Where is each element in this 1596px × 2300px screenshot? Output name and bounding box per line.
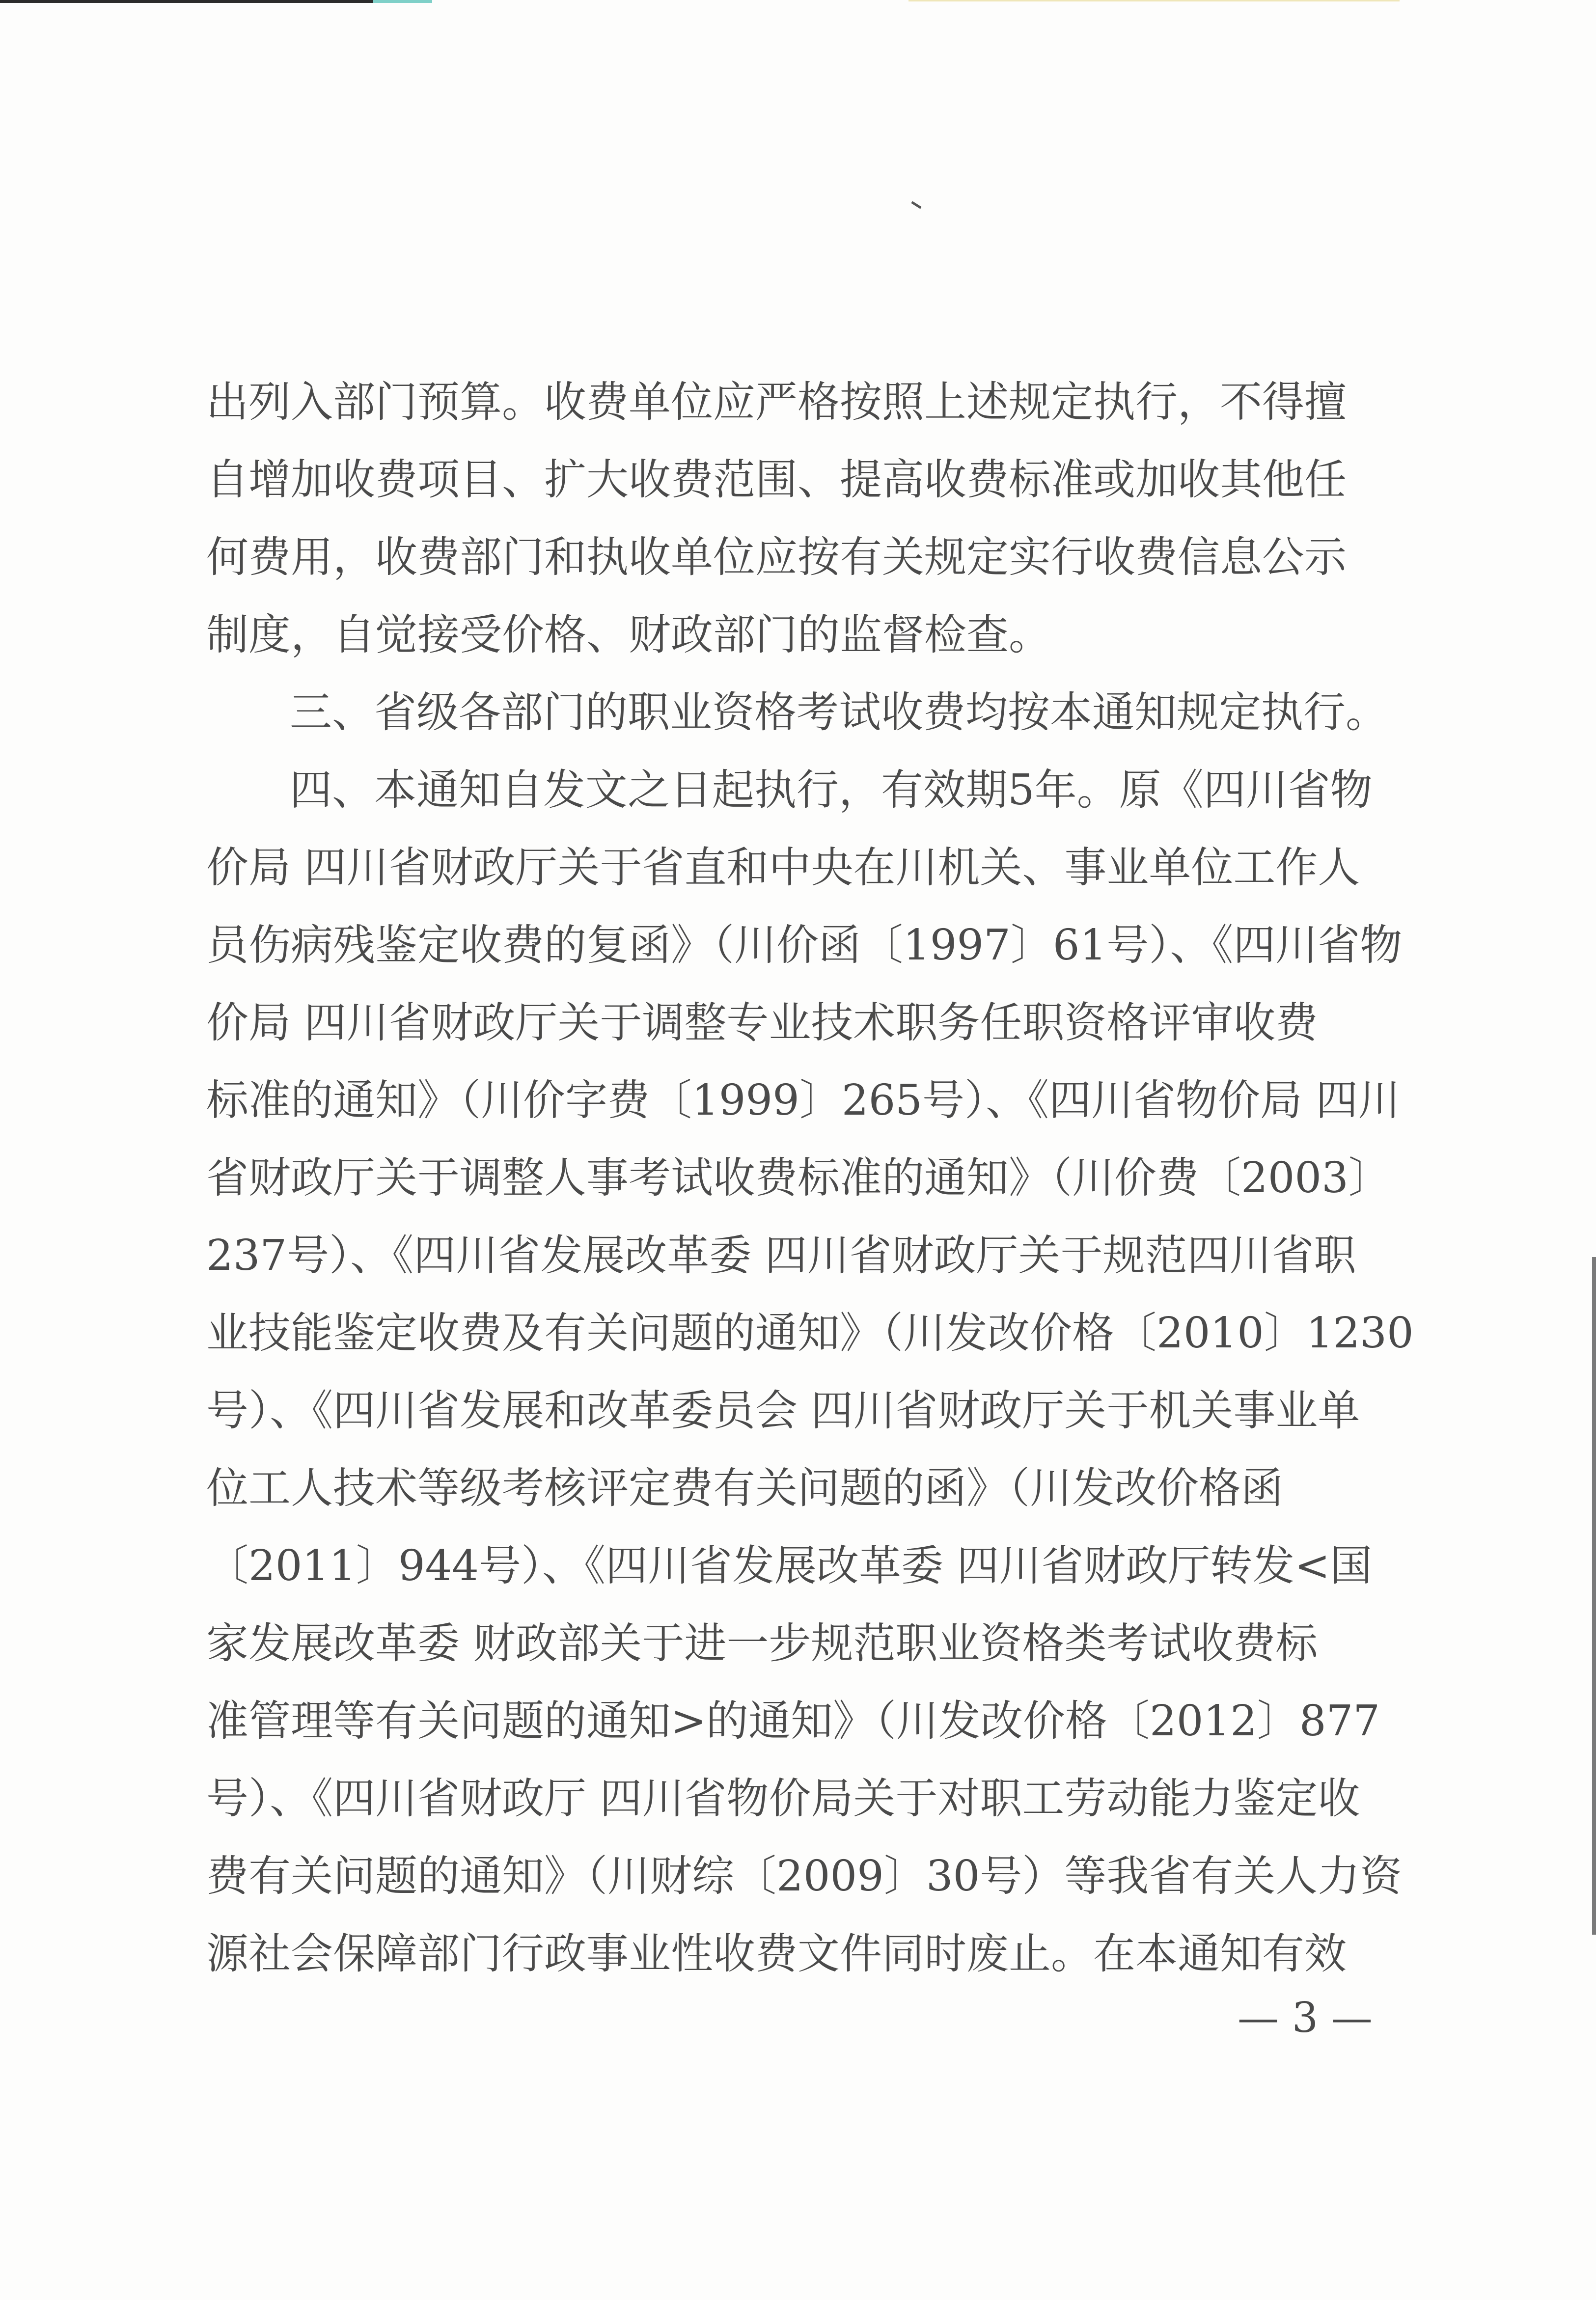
text-line: 号）、《四川省财政厅 四川省物价局关于对职工劳动能力鉴定收: [206, 1774, 1360, 1823]
paragraph-three: 三、省级各部门的职业资格考试收费均按本通知规定执行。: [290, 688, 1388, 737]
text-line: 自增加收费项目、扩大收费范围、提高收费标准或加收其他任: [206, 455, 1347, 504]
scan-edge-mark: [373, 0, 432, 3]
text-line: 价局 四川省财政厅关于调整专业技术职务任职资格评审收费: [206, 998, 1318, 1047]
text-line: 省财政厅关于调整人事考试收费标准的通知》（川价费〔2003〕: [206, 1153, 1391, 1203]
paragraph-four-start: 四、本通知自发文之日起执行，有效期5年。原《四川省物: [290, 766, 1373, 815]
document-body: [206, 363, 1414, 1993]
text-line: 家发展改革委 财政部关于进一步规范职业资格类考试收费标: [206, 1619, 1318, 1668]
text-line: 源社会保障部门行政事业性收费文件同时废止。在本通知有效: [206, 1929, 1347, 1978]
text-line: 标准的通知》（川价字费〔1999〕265号）、《四川省物价局 四川: [206, 1076, 1401, 1125]
text-line: 业技能鉴定收费及有关问题的通知》（川发改价格〔2010〕1230: [206, 1309, 1414, 1358]
page-number: — 3 —: [1238, 1994, 1373, 2042]
text-line: 〔2011〕944号）、《四川省发展改革委 四川省财政厅转发<国: [206, 1541, 1373, 1590]
text-line: 237号）、《四川省发展改革委 四川省财政厅关于规范四川省职: [206, 1231, 1356, 1280]
text-line: 员伤病残鉴定收费的复函》（川价函〔1997〕61号）、《四川省物: [206, 921, 1403, 970]
scan-speck: [911, 201, 921, 209]
scan-right-edge: [1592, 1257, 1596, 1935]
text-line: 费有关问题的通知》（川财综〔2009〕30号）等我省有关人力资: [206, 1852, 1403, 1901]
text-line: 位工人技术等级考核评定费有关问题的函》（川发改价格函: [206, 1464, 1283, 1513]
text-line: 号）、《四川省发展和改革委员会 四川省财政厅关于机关事业单: [206, 1386, 1360, 1435]
text-line: 何费用，收费部门和执收单位应按有关规定实行收费信息公示: [206, 533, 1347, 582]
text-line: 价局 四川省财政厅关于省直和中央在川机关、事业单位工作人: [206, 843, 1360, 892]
scan-edge-mark: [908, 0, 1400, 1]
text-line: 准管理等有关问题的通知>的通知》（川发改价格〔2012〕877: [206, 1697, 1380, 1746]
text-line: 出列入部门预算。收费单位应严格按照上述规定执行，不得擅: [206, 378, 1347, 427]
scan-edge-mark: [0, 0, 373, 3]
text-line: 制度，自觉接受价格、财政部门的监督检查。: [206, 610, 1051, 659]
